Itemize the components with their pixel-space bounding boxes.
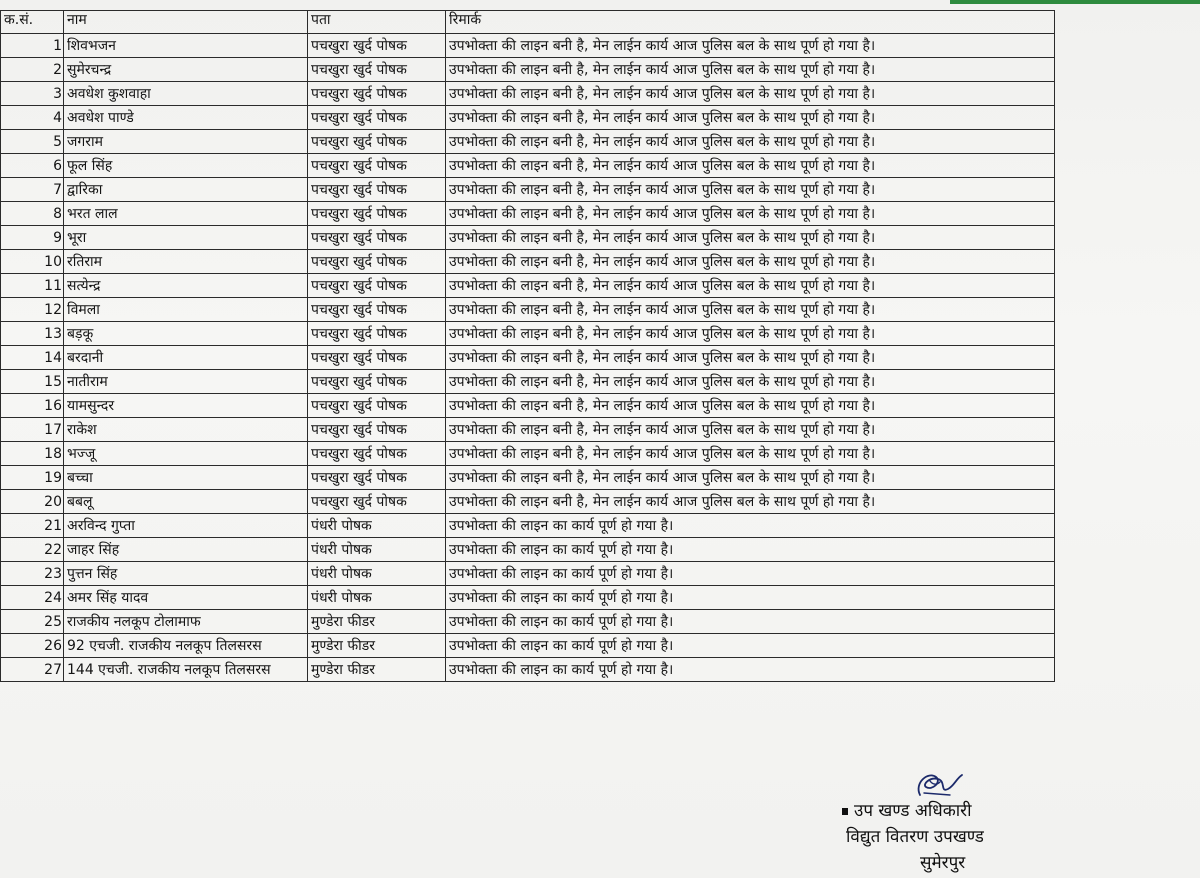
row-serial: 24	[1, 586, 64, 610]
row-name: जगराम	[64, 130, 308, 154]
row-address: पचखुरा खुर्द पोषक	[308, 442, 446, 466]
row-name: बच्चा	[64, 466, 308, 490]
header-address: पता	[308, 11, 446, 34]
row-serial: 20	[1, 490, 64, 514]
row-name: यामसुन्दर	[64, 394, 308, 418]
table-row	[1, 442, 1055, 466]
row-remark: उपभोक्ता की लाइन का कार्य पूर्ण हो गया है।	[446, 610, 1055, 634]
row-remark: उपभोक्ता की लाइन बनी है, मेन लाईन कार्य आज पुलिस बल के साथ पूर्ण हो गया है।	[446, 370, 1055, 394]
table-row	[1, 202, 1055, 226]
row-name: अवधेश पाण्डे	[64, 106, 308, 130]
row-name: जाहर सिंह	[64, 538, 308, 562]
row-serial: 23	[1, 562, 64, 586]
row-address: पचखुरा खुर्द पोषक	[308, 226, 446, 250]
table-row	[1, 154, 1055, 178]
row-serial: 17	[1, 418, 64, 442]
row-name: राजकीय नलकूप टोलामाफ	[64, 610, 308, 634]
row-serial: 11	[1, 274, 64, 298]
row-remark: उपभोक्ता की लाइन बनी है, मेन लाईन कार्य आज पुलिस बल के साथ पूर्ण हो गया है।	[446, 250, 1055, 274]
row-serial: 27	[1, 658, 64, 682]
row-serial: 6	[1, 154, 64, 178]
table-row	[1, 466, 1055, 490]
row-name: 92 एचजी. राजकीय नलकूप तिलसरस	[64, 634, 308, 658]
row-serial: 7	[1, 178, 64, 202]
row-name: सत्येन्द्र	[64, 274, 308, 298]
row-remark: उपभोक्ता की लाइन बनी है, मेन लाईन कार्य आज पुलिस बल के साथ पूर्ण हो गया है।	[446, 178, 1055, 202]
table-row	[1, 658, 1055, 682]
table-row	[1, 226, 1055, 250]
row-remark: उपभोक्ता की लाइन का कार्य पूर्ण हो गया है।	[446, 658, 1055, 682]
row-serial: 2	[1, 58, 64, 82]
consumer-line-table	[0, 10, 1055, 682]
row-address: पचखुरा खुर्द पोषक	[308, 82, 446, 106]
row-name: फूल सिंह	[64, 154, 308, 178]
table-row	[1, 322, 1055, 346]
table-row	[1, 274, 1055, 298]
table-row	[1, 34, 1055, 58]
row-address: पचखुरा खुर्द पोषक	[308, 394, 446, 418]
row-remark: उपभोक्ता की लाइन बनी है, मेन लाईन कार्य आज पुलिस बल के साथ पूर्ण हो गया है।	[446, 442, 1055, 466]
row-address: मुण्डेरा फीडर	[308, 610, 446, 634]
row-serial: 5	[1, 130, 64, 154]
row-remark: उपभोक्ता की लाइन बनी है, मेन लाईन कार्य आज पुलिस बल के साथ पूर्ण हो गया है।	[446, 154, 1055, 178]
table-row	[1, 634, 1055, 658]
row-remark: उपभोक्ता की लाइन बनी है, मेन लाईन कार्य आज पुलिस बल के साथ पूर्ण हो गया है।	[446, 490, 1055, 514]
row-serial: 13	[1, 322, 64, 346]
row-address: पचखुरा खुर्द पोषक	[308, 154, 446, 178]
row-remark: उपभोक्ता की लाइन बनी है, मेन लाईन कार्य आज पुलिस बल के साथ पूर्ण हो गया है।	[446, 394, 1055, 418]
row-remark: उपभोक्ता की लाइन का कार्य पूर्ण हो गया है।	[446, 514, 1055, 538]
signatory-department: विद्युत वितरण उपखण्ड	[846, 827, 984, 847]
row-name: पुत्तन सिंह	[64, 562, 308, 586]
row-address: पचखुरा खुर्द पोषक	[308, 490, 446, 514]
row-serial: 19	[1, 466, 64, 490]
row-address: पचखुरा खुर्द पोषक	[308, 34, 446, 58]
row-remark: उपभोक्ता की लाइन बनी है, मेन लाईन कार्य आज पुलिस बल के साथ पूर्ण हो गया है।	[446, 418, 1055, 442]
header-remark: रिमार्क	[446, 11, 1055, 34]
row-serial: 26	[1, 634, 64, 658]
row-name: भूरा	[64, 226, 308, 250]
row-serial: 1	[1, 34, 64, 58]
row-address: मुण्डेरा फीडर	[308, 634, 446, 658]
row-remark: उपभोक्ता की लाइन बनी है, मेन लाईन कार्य आज पुलिस बल के साथ पूर्ण हो गया है।	[446, 58, 1055, 82]
bullet-mark	[842, 808, 848, 815]
row-serial: 3	[1, 82, 64, 106]
row-address: पचखुरा खुर्द पोषक	[308, 298, 446, 322]
row-address: पचखुरा खुर्द पोषक	[308, 346, 446, 370]
row-address: पचखुरा खुर्द पोषक	[308, 58, 446, 82]
row-address: पचखुरा खुर्द पोषक	[308, 370, 446, 394]
table-row	[1, 586, 1055, 610]
signatory-block	[842, 798, 984, 876]
table-row	[1, 178, 1055, 202]
row-serial: 15	[1, 370, 64, 394]
row-name: अवधेश कुशवाहा	[64, 82, 308, 106]
row-remark: उपभोक्ता की लाइन बनी है, मेन लाईन कार्य आज पुलिस बल के साथ पूर्ण हो गया है।	[446, 346, 1055, 370]
row-address: पचखुरा खुर्द पोषक	[308, 250, 446, 274]
row-address: पचखुरा खुर्द पोषक	[308, 322, 446, 346]
table-row	[1, 58, 1055, 82]
row-name: भरत लाल	[64, 202, 308, 226]
row-remark: उपभोक्ता की लाइन का कार्य पूर्ण हो गया है।	[446, 538, 1055, 562]
row-name: शिवभजन	[64, 34, 308, 58]
table-row	[1, 538, 1055, 562]
row-serial: 4	[1, 106, 64, 130]
row-remark: उपभोक्ता की लाइन बनी है, मेन लाईन कार्य आज पुलिस बल के साथ पूर्ण हो गया है।	[446, 106, 1055, 130]
row-address: पचखुरा खुर्द पोषक	[308, 178, 446, 202]
table-row	[1, 346, 1055, 370]
row-name: भज्जू	[64, 442, 308, 466]
row-name: सुमेरचन्द्र	[64, 58, 308, 82]
row-remark: उपभोक्ता की लाइन बनी है, मेन लाईन कार्य आज पुलिस बल के साथ पूर्ण हो गया है।	[446, 34, 1055, 58]
green-edge-strip	[950, 0, 1200, 4]
table-row	[1, 370, 1055, 394]
table-row	[1, 562, 1055, 586]
row-name: बड़कू	[64, 322, 308, 346]
row-serial: 14	[1, 346, 64, 370]
row-name: राकेश	[64, 418, 308, 442]
row-name: द्वारिका	[64, 178, 308, 202]
row-remark: उपभोक्ता की लाइन का कार्य पूर्ण हो गया है।	[446, 586, 1055, 610]
table-row	[1, 106, 1055, 130]
row-remark: उपभोक्ता की लाइन बनी है, मेन लाईन कार्य आज पुलिस बल के साथ पूर्ण हो गया है।	[446, 466, 1055, 490]
header-serial: क.सं.	[1, 11, 64, 34]
header-name: नाम	[64, 11, 308, 34]
row-name: अमर सिंह यादव	[64, 586, 308, 610]
row-address: पचखुरा खुर्द पोषक	[308, 106, 446, 130]
table-row	[1, 514, 1055, 538]
row-remark: उपभोक्ता की लाइन का कार्य पूर्ण हो गया है।	[446, 562, 1055, 586]
row-name: नातीराम	[64, 370, 308, 394]
row-serial: 9	[1, 226, 64, 250]
table-body	[1, 34, 1055, 682]
table-row	[1, 394, 1055, 418]
row-serial: 12	[1, 298, 64, 322]
row-serial: 16	[1, 394, 64, 418]
table-row	[1, 130, 1055, 154]
row-address: पचखुरा खुर्द पोषक	[308, 274, 446, 298]
row-address: पंधरी पोषक	[308, 586, 446, 610]
row-name: बरदानी	[64, 346, 308, 370]
row-serial: 10	[1, 250, 64, 274]
row-remark: उपभोक्ता की लाइन बनी है, मेन लाईन कार्य आज पुलिस बल के साथ पूर्ण हो गया है।	[446, 82, 1055, 106]
row-serial: 21	[1, 514, 64, 538]
row-remark: उपभोक्ता की लाइन बनी है, मेन लाईन कार्य आज पुलिस बल के साथ पूर्ण हो गया है।	[446, 274, 1055, 298]
row-remark: उपभोक्ता की लाइन बनी है, मेन लाईन कार्य आज पुलिस बल के साथ पूर्ण हो गया है।	[446, 298, 1055, 322]
row-address: पंधरी पोषक	[308, 538, 446, 562]
table-row	[1, 418, 1055, 442]
row-address: पंधरी पोषक	[308, 562, 446, 586]
signatory-designation: उप खण्ड अधिकारी	[854, 801, 972, 821]
row-remark: उपभोक्ता की लाइन बनी है, मेन लाईन कार्य आज पुलिस बल के साथ पूर्ण हो गया है।	[446, 322, 1055, 346]
row-remark: उपभोक्ता की लाइन बनी है, मेन लाईन कार्य आज पुलिस बल के साथ पूर्ण हो गया है।	[446, 130, 1055, 154]
table-row	[1, 490, 1055, 514]
row-address: पचखुरा खुर्द पोषक	[308, 130, 446, 154]
row-remark: उपभोक्ता की लाइन बनी है, मेन लाईन कार्य आज पुलिस बल के साथ पूर्ण हो गया है।	[446, 226, 1055, 250]
row-serial: 18	[1, 442, 64, 466]
table-row	[1, 250, 1055, 274]
row-address: मुण्डेरा फीडर	[308, 658, 446, 682]
row-serial: 22	[1, 538, 64, 562]
table-row	[1, 82, 1055, 106]
row-serial: 8	[1, 202, 64, 226]
row-remark: उपभोक्ता की लाइन बनी है, मेन लाईन कार्य आज पुलिस बल के साथ पूर्ण हो गया है।	[446, 202, 1055, 226]
row-name: अरविन्द गुप्ता	[64, 514, 308, 538]
row-address: पचखुरा खुर्द पोषक	[308, 466, 446, 490]
row-name: 144 एचजी. राजकीय नलकूप तिलसरस	[64, 658, 308, 682]
row-name: बबलू	[64, 490, 308, 514]
table-row	[1, 610, 1055, 634]
row-address: पचखुरा खुर्द पोषक	[308, 202, 446, 226]
row-name: विमला	[64, 298, 308, 322]
table-header-row	[1, 11, 1055, 34]
row-name: रतिराम	[64, 250, 308, 274]
row-address: पंधरी पोषक	[308, 514, 446, 538]
table-row	[1, 298, 1055, 322]
signatory-location: सुमेरपुर	[920, 853, 966, 873]
row-remark: उपभोक्ता की लाइन का कार्य पूर्ण हो गया है।	[446, 634, 1055, 658]
row-serial: 25	[1, 610, 64, 634]
row-address: पचखुरा खुर्द पोषक	[308, 418, 446, 442]
